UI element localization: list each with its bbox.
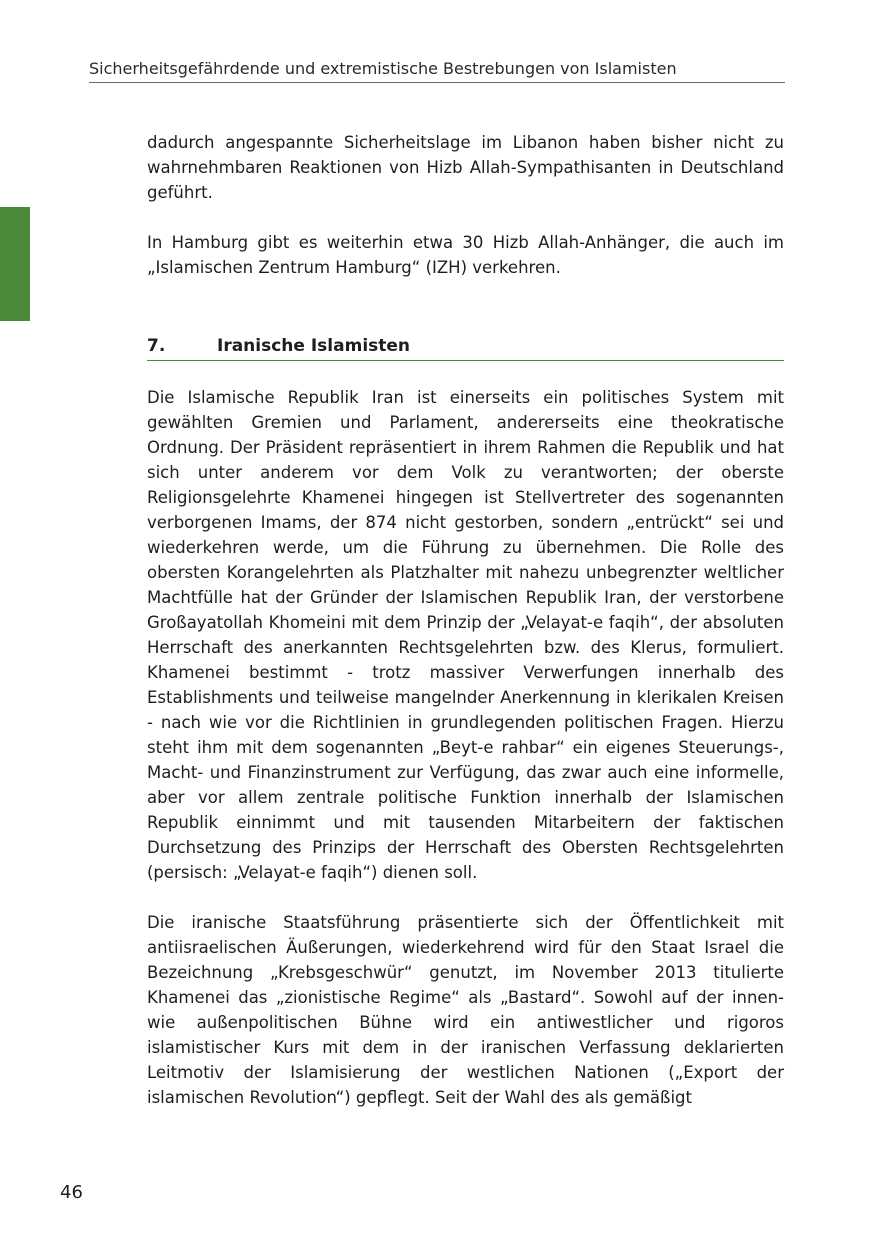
running-header-title: Sicherheitsgefährdende und extremistische Bestrebungen von Islamisten bbox=[89, 59, 677, 78]
page-number: 46 bbox=[60, 1182, 83, 1203]
running-header bbox=[89, 58, 785, 83]
paragraph-iran-system: Die Islamische Republik Iran ist einerseits ein politisches System mit gewählten Gremien und Parlament, andererseits eine theokratische Ordnung. Der Präsident repräsentiert in ihrem Rahmen die Republik und hat sich unter anderem vor dem Volk zu verantworten; der oberste Religionsgelehrte Khamenei hingegen ist Stellvertreter des sogenannten verborgenen Imams, der 874 nicht gestorben, sondern „entrückt“ sei und wiederkehren werde, um die Führung zu übernehmen. Die Rolle des obersten Korangelehrten als Platzhalter mit nahezu unbegrenzter weltlicher Machtfülle hat der Gründer der Islamischen Republik Iran, der verstorbene Großayatollah Khomeini mit dem Prinzip der „Velayat-e faqih“, der absoluten Herrschaft des anerkannten Rechtsgelehrten bzw. des Klerus, formuliert. Khamenei bestimmt - trotz massiver Verwerfungen innerhalb des Establishments und teilweise mangelnder Anerkennung in klerikalen Kreisen - nach wie vor die Richtlinien in grundlegenden politischen Fragen. Hierzu steht ihm mit dem sogenannten „Beyt-e rahbar“ ein eigenes Steuerungs-, Macht- und Finanzinstrument zur Verfügung, das zwar auch eine informelle, aber vor allem zentrale politische Funktion innerhalb der Islamischen Republik einnimmt und mit tausenden Mitarbeitern der faktischen Durchsetzung des Prinzips der Herrschaft des Obersten Rechtsgelehrten (persisch: „Velayat-e faqih“) dienen soll. bbox=[147, 388, 784, 882]
page-content bbox=[147, 130, 784, 1110]
chapter-tab-marker bbox=[0, 207, 30, 321]
section-title: Iranische Islamisten bbox=[217, 336, 411, 356]
paragraph-hamburg: In Hamburg gibt es weiterhin etwa 30 Hizb Allah-Anhänger, die auch im „Islamischen Zentrum Hamburg“ (IZH) verkehren. bbox=[147, 233, 784, 277]
section-number: 7. bbox=[147, 336, 166, 356]
section-heading bbox=[147, 334, 784, 361]
paragraph-intro: dadurch angespannte Sicherheitslage im Libanon haben bisher nicht zu wahrnehmbaren Reaktionen von Hizb Allah-Sympathisanten in Deutschland geführt. bbox=[147, 133, 784, 202]
paragraph-iran-policy: Die iranische Staatsführung präsentierte sich der Öffentlichkeit mit antiisraelischen Äußerungen, wiederkehrend wird für den Staat Israel die Bezeichnung „Krebsgeschwür“ genutzt, im November 2013 titulierte Khamenei das „zionistische Regime“ als „Bastard“. Sowohl auf der innen- wie außenpolitischen Bühne wird ein antiwestlicher und rigoros islamistischer Kurs mit dem in der iranischen Verfassung deklarierten Leitmotiv der Islamisierung der westlichen Nationen („Export der islamischen Revolution“) gepflegt. Seit der Wahl des als gemäßigt bbox=[147, 913, 784, 1107]
